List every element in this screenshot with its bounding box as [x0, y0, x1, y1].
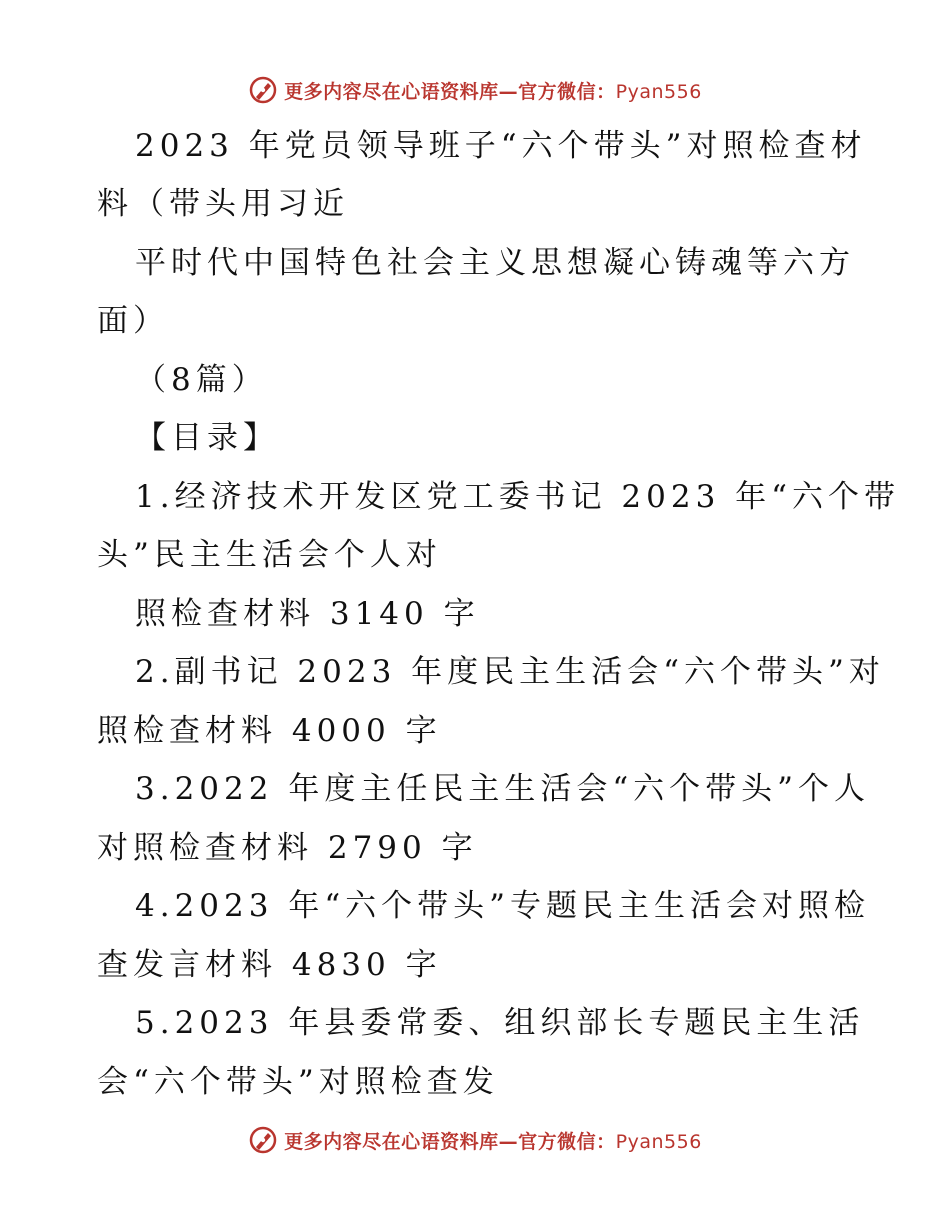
- toc-item-4-line-2: 查发言材料 4830 字: [97, 947, 442, 983]
- toc-item-1-line-1: 1.经济技术开发区党工委书记 2023 年“六个带: [135, 479, 901, 515]
- toc-item-2-line-2: 照检查材料 4000 字: [97, 713, 442, 749]
- title-line-3: 平时代中国特色社会主义思想凝心铸魂等六方: [135, 245, 855, 281]
- watermark-text: 更多内容尽在心语资料库—官方微信：Pyan556: [284, 80, 702, 103]
- toc-item-3-line-1: 3.2022 年度主任民主生活会“六个带头”个人: [135, 771, 871, 807]
- toc-item-5-line-1: 5.2023 年县委常委、组织部长专题民主生活: [135, 1005, 865, 1041]
- article-count: （8篇）: [135, 362, 268, 398]
- pen-logo-icon: [248, 75, 278, 105]
- toc-item-1-line-2: 头”民主生活会个人对: [97, 537, 442, 573]
- toc-item-4-line-1: 4.2023 年“六个带头”专题民主生活会对照检: [135, 888, 871, 924]
- toc-item-5-line-2: 会“六个带头”对照检查发: [97, 1064, 499, 1100]
- title-line-2: 料（带头用习近: [97, 186, 349, 222]
- toc-heading: 【目录】: [135, 420, 279, 456]
- watermark-footer: [0, 1120, 950, 1160]
- title-line-1: 2023 年党员领导班子“六个带头”对照检查材: [135, 128, 867, 164]
- watermark-header: [0, 70, 950, 110]
- title-line-4: 面）: [97, 303, 169, 339]
- watermark-wechat-id: Pyan556: [615, 1130, 702, 1153]
- watermark-wechat-id: Pyan556: [615, 80, 702, 103]
- watermark-text: 更多内容尽在心语资料库—官方微信：Pyan556: [284, 1130, 702, 1153]
- toc-item-3-line-2: 对照检查材料 2790 字: [97, 830, 478, 866]
- pen-logo-icon: [248, 1125, 278, 1155]
- toc-item-1-line-3: 照检查材料 3140 字: [135, 596, 480, 632]
- toc-item-2-line-1: 2.副书记 2023 年度民主生活会“六个带头”对: [135, 654, 885, 690]
